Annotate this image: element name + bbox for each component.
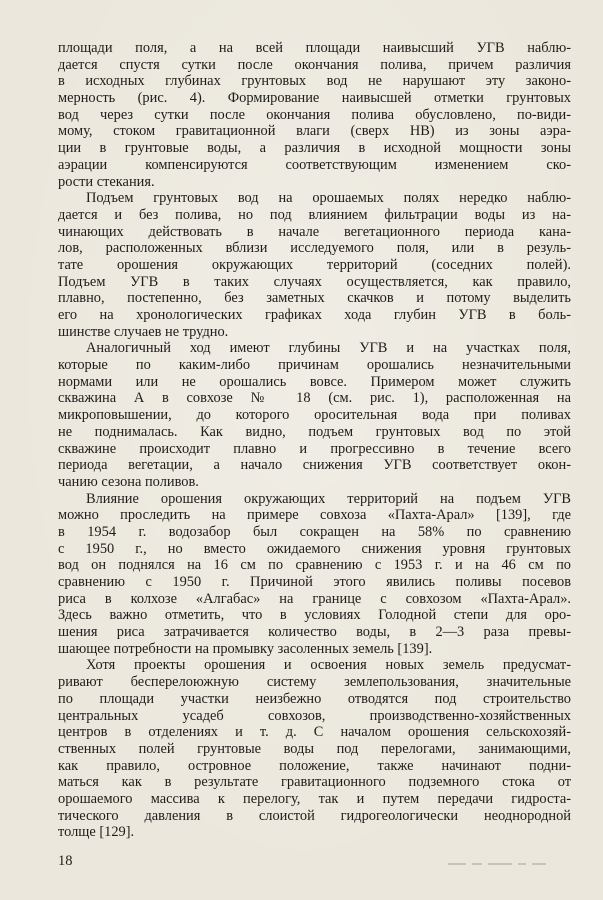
body-text	[58, 40, 571, 841]
paragraph	[58, 340, 571, 490]
text-line: в 1954 г. водозабор был сокращен на 58% по сравнению	[58, 523, 571, 540]
text-line: как правило, островное положение, также начинают подни-	[58, 757, 571, 774]
text-line: которые по каким-либо причинам орошались незначительными	[58, 357, 571, 374]
text-line: ции в грунтовые воды, а различия в исходной мощности зоны	[58, 140, 571, 157]
text-line: лов, расположенных вблизи исследуемого поля, или в резуль-	[58, 240, 571, 257]
text-line: мерность (рис. 4). Формирование наивысшей отметки грунтовых	[58, 90, 571, 107]
text-line: периода вегетации, а начало снижения УГВ соответствует окон-	[58, 457, 571, 474]
paragraph	[58, 190, 571, 340]
text-line: вод через сутки после окончания полива обусловлено, по-види-	[58, 106, 571, 123]
text-line: скважине происходит плавно и прогрессивно в течение всего	[58, 440, 571, 457]
text-line: можно проследить на примере совхоза «Пахта-Арал» [139], где	[58, 507, 571, 524]
text-line: плавно, постепенно, без заметных скачков и потому выделить	[58, 290, 571, 307]
text-line: центров в отделениях и т. д. С началом орошения сельскохозяй-	[58, 724, 571, 741]
text-line: в исходных глубинах грунтовых вод не нарушают эту законо-	[58, 73, 571, 90]
text-line: скважина А в совхозе № 18 (см. рис. 1), расположенная на	[58, 390, 571, 407]
text-line: Аналогичный ход имеют глубины УГВ и на участках поля,	[86, 340, 571, 357]
text-line: площади поля, а на всей площади наивысший УГВ наблю-	[58, 40, 571, 56]
text-line: орошаемого массива к перелогу, так и путем передачи гидроста-	[58, 790, 571, 807]
text-line: шающее потребности на промывку засоленных земель [139].	[58, 640, 433, 657]
text-line: ственных полей грунтовые воды под перелогами, занимающими,	[58, 740, 571, 757]
text-line: рости стекания.	[58, 173, 155, 190]
text-line: Хотя проекты орошения и освоения новых земель предусмат-	[86, 657, 571, 674]
text-line: дается спустя сутки после окончания полива, причем различия	[58, 56, 571, 73]
text-line: сравнению с 1950 г. Причиной этого явились поливы посевов	[58, 574, 571, 590]
text-line: тического давления в слоистой гидрогеологически неоднородной	[58, 807, 571, 824]
text-line: микроповышении, до которого оросительная вода при поливах	[58, 407, 571, 424]
text-line: с 1950 г., но вместо ожидаемого снижения уровня грунтовых	[58, 540, 571, 557]
text-line: Подъем грунтовых вод на орошаемых полях нередко наблю-	[86, 190, 571, 207]
text-line: аэрации компенсируются соответствующим изменением ско-	[58, 156, 571, 173]
text-line: не поднималась. Как видно, подъем грунтовых вод по этой	[58, 423, 571, 440]
text-line: риса в колхозе «Алгабас» на границе с совхозом «Пахта-Арал».	[58, 590, 571, 607]
paragraph	[58, 491, 571, 658]
text-line: его на хронологических графиках хода глубин УГВ в боль-	[58, 307, 571, 323]
text-line: вод он поднялся на 16 см по сравнению с 1953 г. и на 46 см по	[58, 557, 571, 574]
text-line: Влияние орошения окружающих территорий на подъем УГВ	[86, 490, 571, 507]
text-line: нормами или не орошались вовсе. Примером может служить	[58, 373, 571, 390]
print-smudge	[448, 855, 568, 865]
text-line: дается и без полива, но под влиянием фильтрации воды из на-	[58, 206, 571, 223]
text-line: шинстве случаев не трудно.	[58, 323, 229, 340]
text-line: мому, стоком гравитационной влаги (сверх НВ) из зоны аэра-	[58, 123, 571, 140]
text-line: чинающих действовать в начале вегетационного периода кана-	[58, 223, 571, 240]
page-number: 18	[58, 853, 73, 869]
text-line: толще [129].	[58, 824, 135, 841]
paragraph	[58, 657, 571, 841]
text-line: тате орошения окружающих территорий (соседних полей).	[58, 256, 571, 273]
text-line: центральных усадеб совхозов, производственно-хозяйственных	[58, 707, 571, 724]
paragraph	[58, 40, 571, 190]
text-line: Здесь важно отметить, что в условиях Голодной степи для оро-	[58, 607, 571, 624]
text-line: Подъем УГВ в таких случаях осуществляется, как правило,	[58, 273, 571, 290]
text-line: маться как в результате гравитационного подземного стока от	[58, 774, 571, 791]
text-line: чанию сезона поливов.	[58, 473, 199, 490]
text-line: шения риса затрачивается количество воды, в 2—3 раза превы-	[58, 624, 571, 641]
text-line: по площади участки неизбежно отводятся под строительство	[58, 690, 571, 707]
text-line: ривают бесперелоюжную систему землепользования, значительные	[58, 674, 571, 691]
